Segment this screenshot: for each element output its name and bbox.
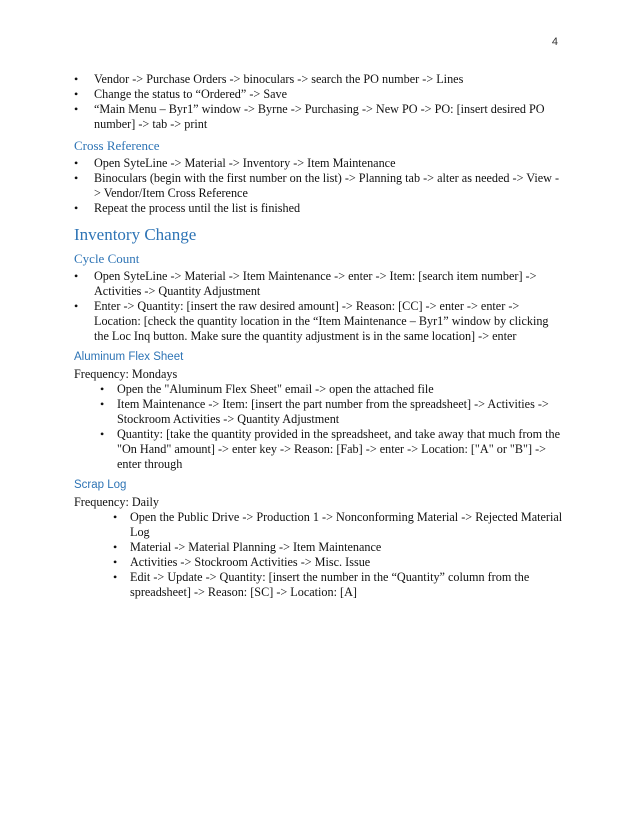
list-item: • Open SyteLine -> Material -> Inventory -> Item Maintenance <box>74 156 564 171</box>
cycle-count-list <box>74 269 564 344</box>
aluminum-flex-sheet-heading: Aluminum Flex Sheet <box>74 351 184 363</box>
aluminum-flex-sheet-list <box>100 382 564 472</box>
aluminum-flex-sheet-frequency: Frequency: Mondays <box>74 367 178 381</box>
list-item: • Item Maintenance -> Item: [insert the part number from the spreadsheet] -> Activities -> Stockroom Activities -> Quantity Adjustment <box>100 397 564 427</box>
list-item: • Open the Public Drive -> Production 1 -> Nonconforming Material -> Rejected Material Log <box>113 510 564 540</box>
list-item: • Change the status to “Ordered” -> Save <box>74 87 564 102</box>
list-item: • Binoculars (begin with the first number on the list) -> Planning tab -> alter as needed -> View -> Vendor/Item Cross Reference <box>74 171 564 201</box>
scrap-log-frequency: Frequency: Daily <box>74 495 159 509</box>
list-item: • Edit -> Update -> Quantity: [insert the number in the “Quantity” column from the spreadsheet] -> Reason: [SC] -> Location: [A] <box>113 570 564 600</box>
list-item: • Quantity: [take the quantity provided in the spreadsheet, and take away that much from the "On Hand" amount] -> enter key -> Reason: [Fab] -> enter -> Location: ["A" or "B"] -> enter through <box>100 427 564 472</box>
list-item: • Material -> Material Planning -> Item Maintenance <box>113 540 564 555</box>
inventory-change-heading: Inventory Change <box>74 225 197 244</box>
scrap-log-list <box>113 510 564 600</box>
cross-reference-heading: Cross Reference <box>74 138 160 153</box>
list-item: • Vendor -> Purchase Orders -> binoculars -> search the PO number -> Lines <box>74 72 564 87</box>
list-item: • Activities -> Stockroom Activities -> Misc. Issue <box>113 555 564 570</box>
list-item: • Open SyteLine -> Material -> Item Maintenance -> enter -> Item: [search item number] -> Activities -> Quantity Adjustment <box>74 269 564 299</box>
intro-list <box>74 72 564 132</box>
list-item: • Repeat the process until the list is finished <box>74 201 564 216</box>
document-body <box>74 72 564 600</box>
list-item: • Enter -> Quantity: [insert the raw desired amount] -> Reason: [CC] -> enter -> enter -> Location: [check the quantity location in the “Item Maintenance – Byr1” window by clicking the Loc Inq button. Make sure the quantity adjustment is in the same location] -> enter <box>74 299 564 344</box>
list-item: • “Main Menu – Byr1” window -> Byrne -> Purchasing -> New PO -> PO: [insert desired PO number] -> tab -> print <box>74 102 564 132</box>
cross-reference-list <box>74 156 564 216</box>
cycle-count-heading: Cycle Count <box>74 251 140 266</box>
page-number: 4 <box>551 36 558 48</box>
list-item: • Open the "Aluminum Flex Sheet" email -> open the attached file <box>100 382 564 397</box>
scrap-log-heading: Scrap Log <box>74 479 127 491</box>
